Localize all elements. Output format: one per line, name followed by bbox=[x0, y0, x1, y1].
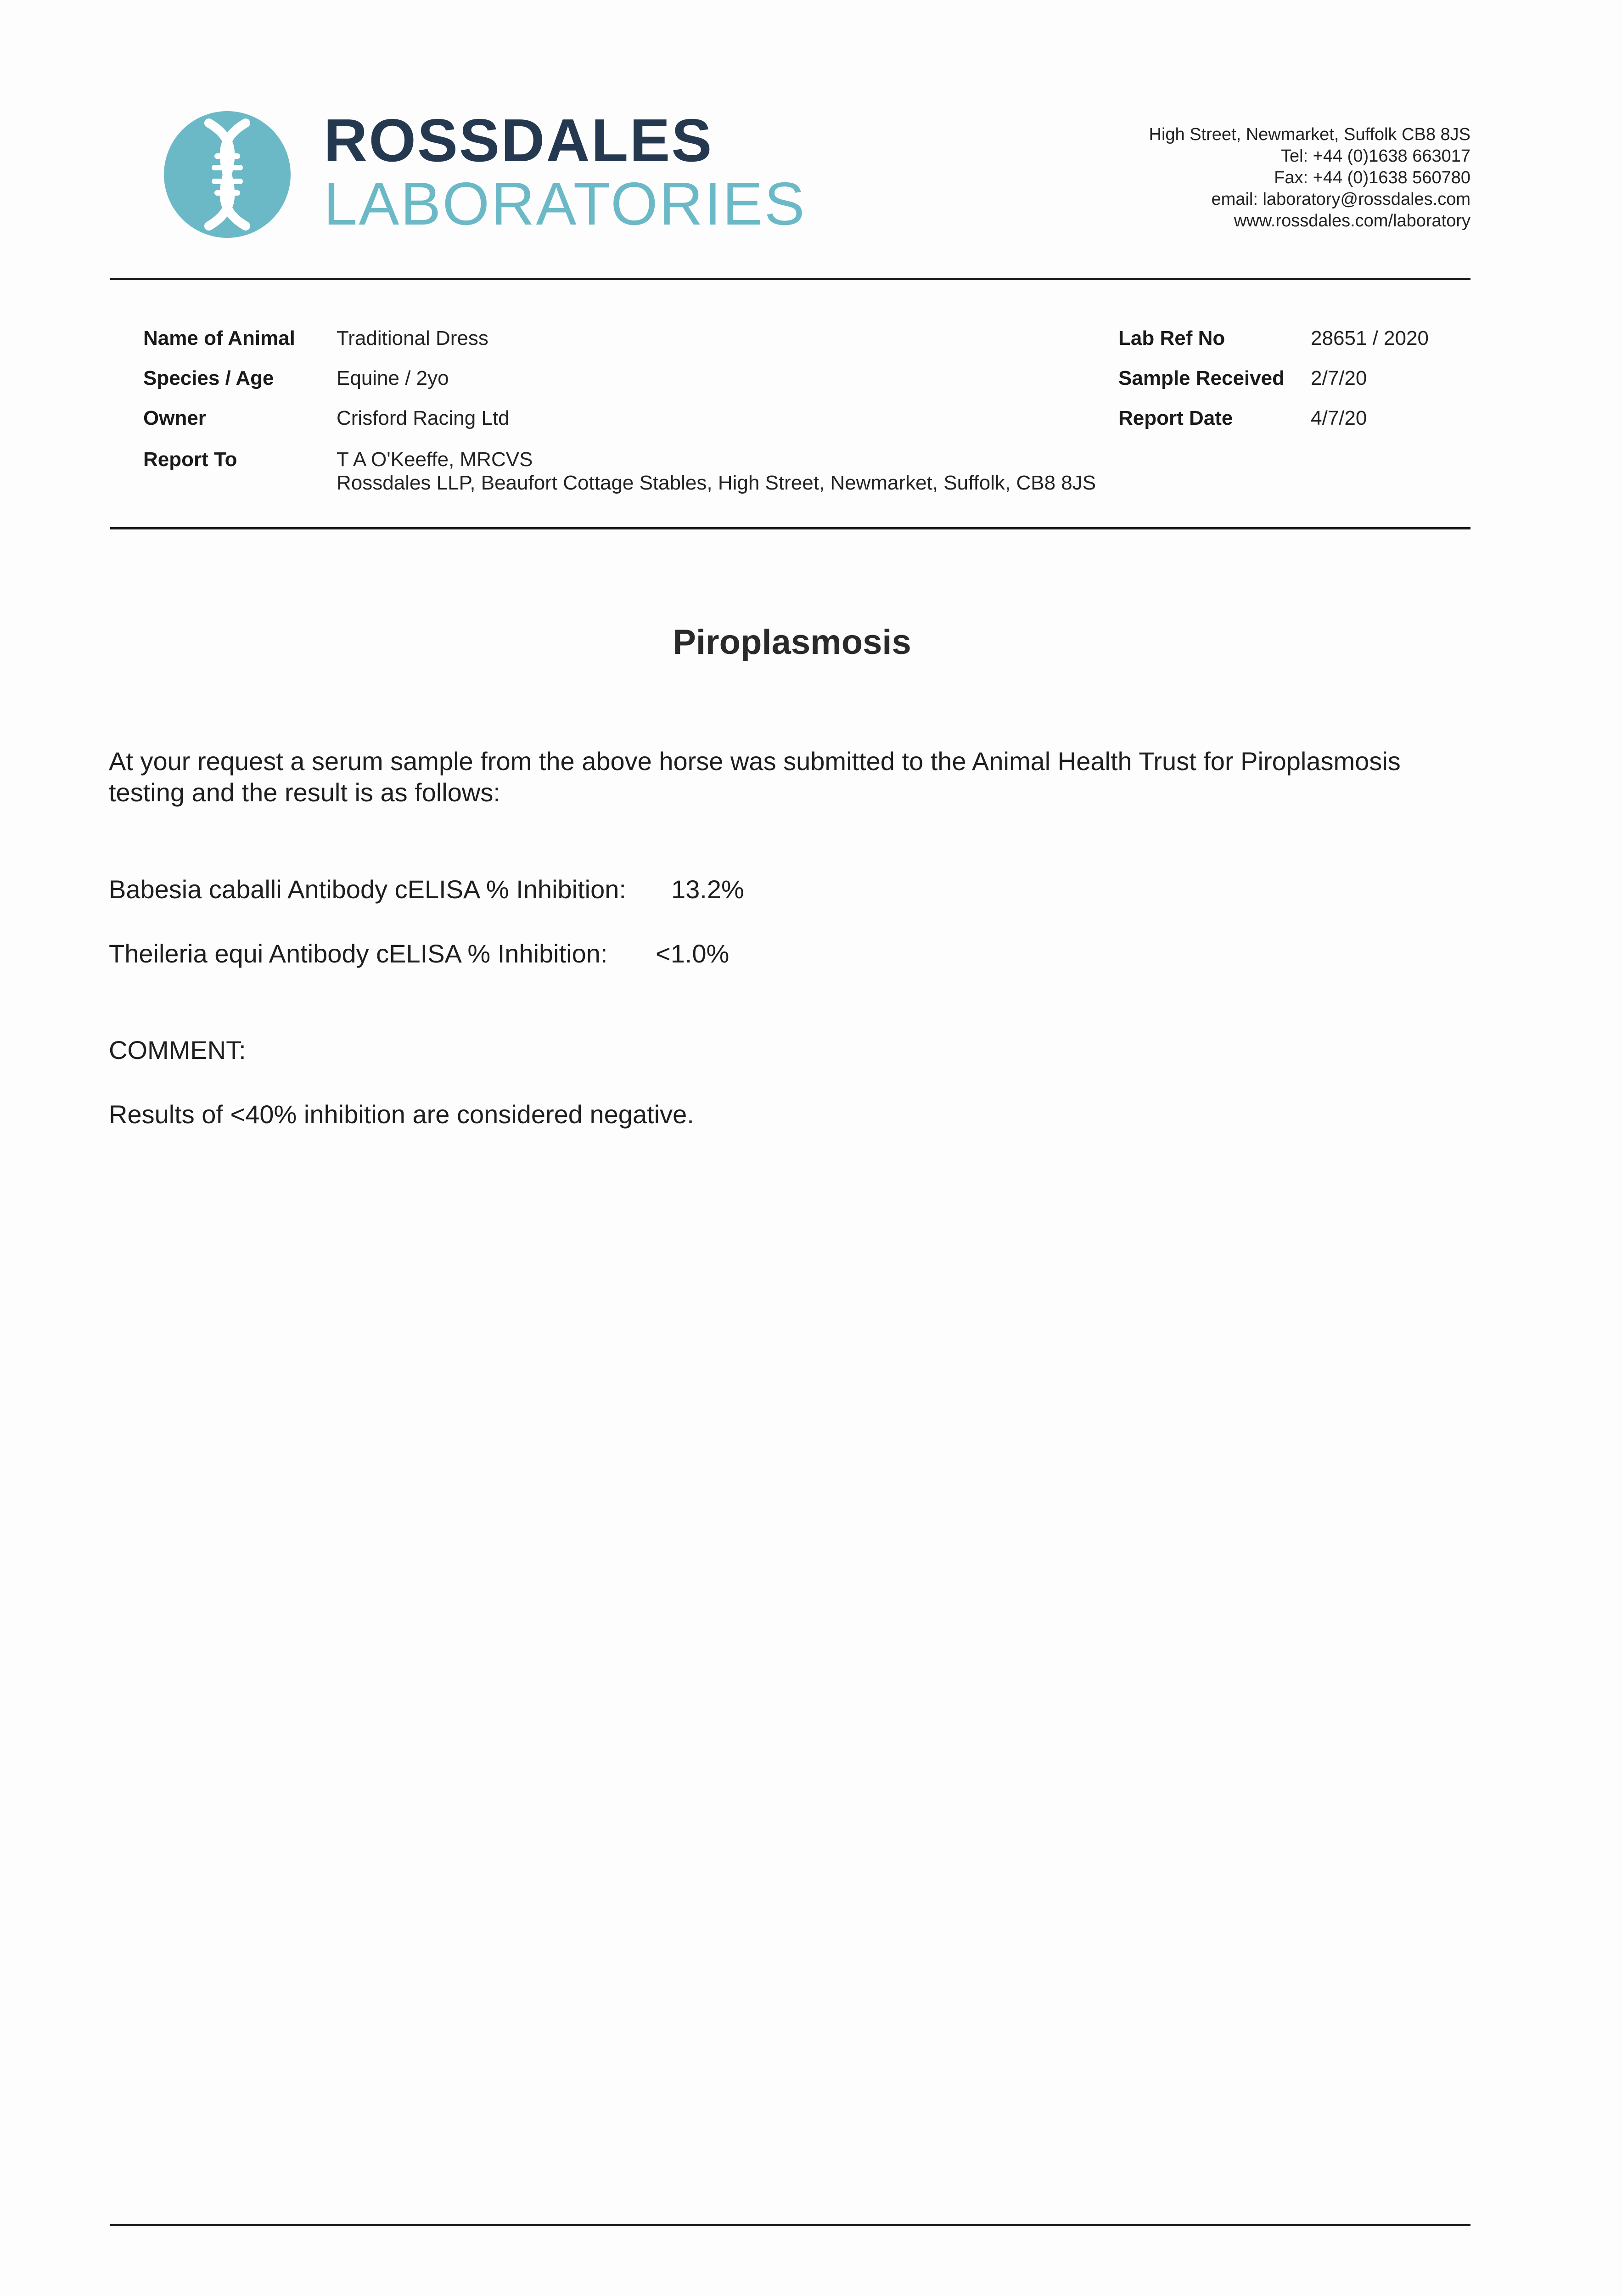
comment-heading: COMMENT: bbox=[109, 1035, 246, 1064]
header-divider bbox=[110, 278, 1470, 280]
species-age-label: Species / Age bbox=[143, 367, 274, 389]
species-age-value: Equine / 2yo bbox=[337, 367, 449, 389]
lab-ref-value: 28651 / 2020 bbox=[1311, 327, 1429, 349]
comment-text: Results of <40% inhibition are considered negative. bbox=[109, 1100, 694, 1129]
report-to-label: Report To bbox=[143, 448, 237, 471]
report-date-value: 4/7/20 bbox=[1311, 407, 1367, 429]
contact-address: High Street, Newmarket, Suffolk CB8 8JS bbox=[1149, 125, 1470, 144]
report-title: Piroplasmosis bbox=[673, 623, 911, 662]
brand-name-line1: ROSSDALES bbox=[324, 107, 713, 174]
contact-email: email: laboratory@rossdales.com bbox=[1211, 190, 1470, 209]
name-of-animal-label: Name of Animal bbox=[143, 327, 295, 349]
intro-line-2: testing and the result is as follows: bbox=[109, 778, 500, 807]
result-theileria-label: Theileria equi Antibody cELISA % Inhibition: bbox=[109, 939, 608, 968]
report-to-address: Rossdales LLP, Beaufort Cottage Stables, High Street, Newmarket, Suffolk, CB8 8JS bbox=[337, 472, 1096, 494]
details-divider bbox=[110, 527, 1470, 529]
report-to-name: T A O'Keeffe, MRCVS bbox=[337, 448, 533, 471]
contact-block bbox=[965, 124, 1470, 232]
lab-ref-label: Lab Ref No bbox=[1118, 327, 1225, 349]
result-babesia-label: Babesia caballi Antibody cELISA % Inhibition: bbox=[109, 875, 626, 904]
owner-value: Crisford Racing Ltd bbox=[337, 407, 510, 429]
owner-label: Owner bbox=[143, 407, 206, 429]
contact-website: www.rossdales.com/laboratory bbox=[1234, 211, 1470, 231]
result-theileria-value: <1.0% bbox=[656, 939, 730, 968]
result-babesia-value: 13.2% bbox=[671, 875, 744, 904]
report-date-label: Report Date bbox=[1118, 407, 1233, 429]
footer-divider bbox=[110, 2224, 1470, 2226]
name-of-animal-value: Traditional Dress bbox=[337, 327, 488, 349]
intro-line-1: At your request a serum sample from the above horse was submitted to the Animal Health Trust for Piroplasmosis bbox=[109, 747, 1401, 776]
sample-received-value: 2/7/20 bbox=[1311, 367, 1367, 389]
contact-fax: Fax: +44 (0)1638 560780 bbox=[1274, 168, 1470, 187]
brand-name-line2: LABORATORIES bbox=[324, 170, 806, 237]
sample-received-label: Sample Received bbox=[1118, 367, 1285, 389]
dna-helix-icon bbox=[163, 110, 292, 239]
contact-tel: Tel: +44 (0)1638 663017 bbox=[1280, 146, 1470, 166]
